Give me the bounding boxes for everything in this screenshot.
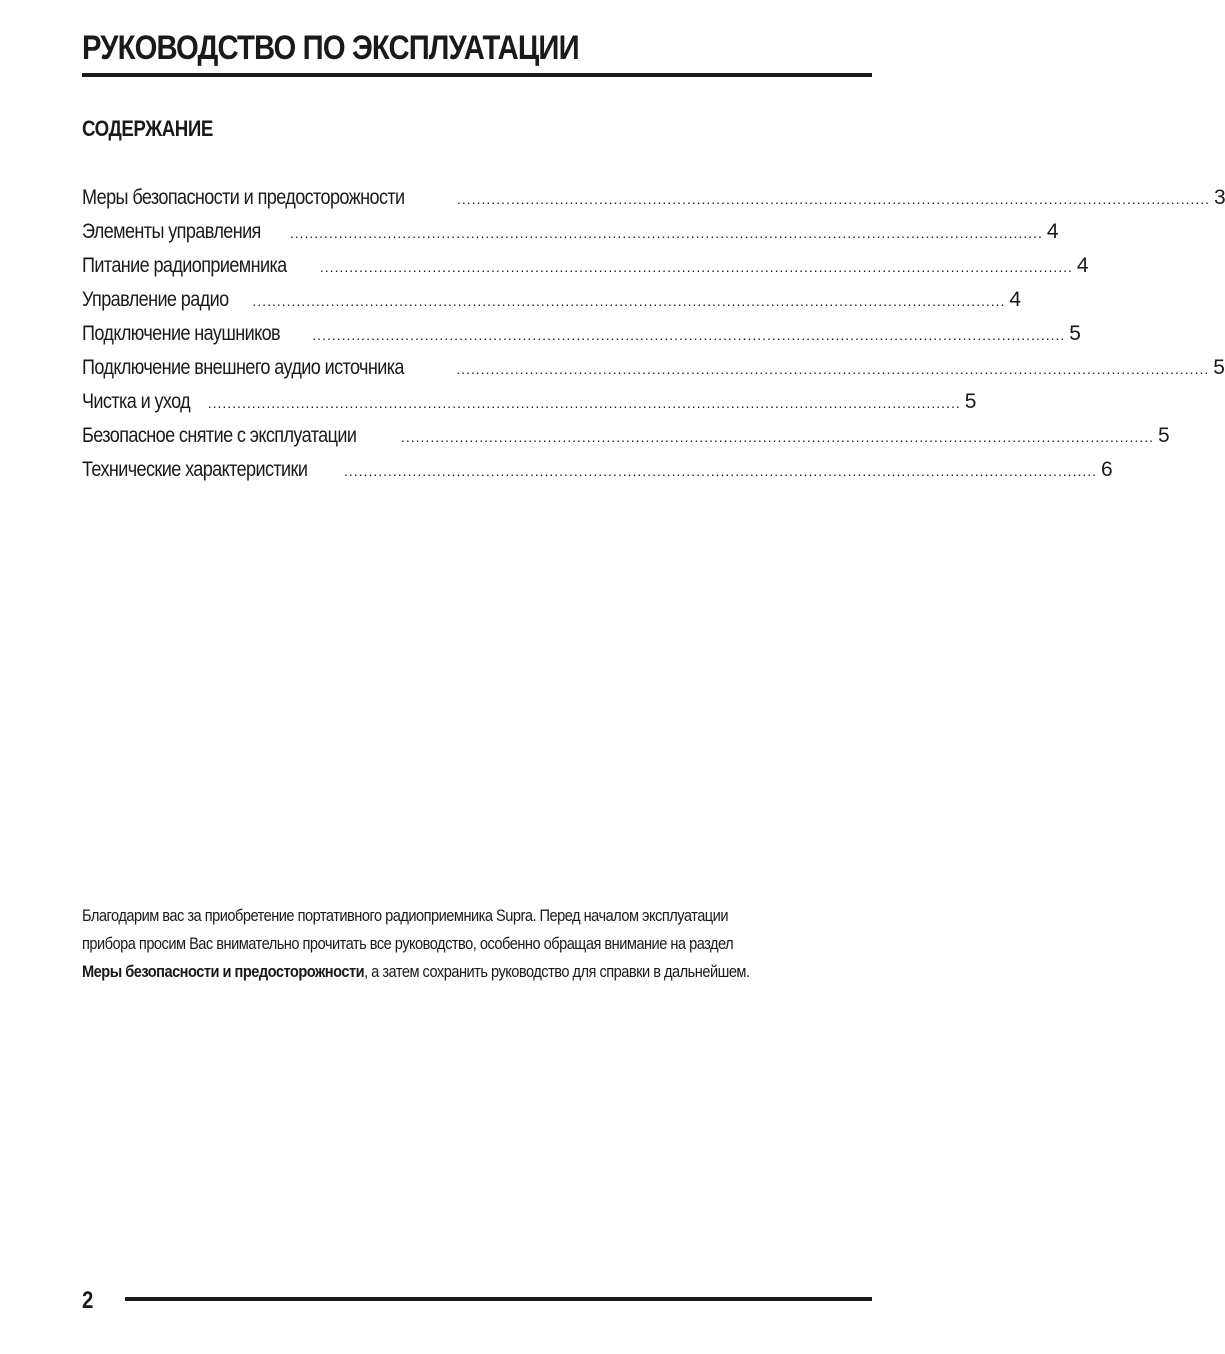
safety-section-reference: Меры безопасности и предосторожности — [82, 962, 365, 981]
toc-item[interactable] — [82, 421, 1169, 455]
intro-paragraph — [82, 902, 856, 986]
toc-leader-dots: .......................................................................................................................................................... — [400, 429, 1154, 445]
toc-item-label: Элементы управления — [82, 217, 261, 247]
toc-item-label: Питание радиоприемника — [82, 251, 287, 281]
toc-item-label: Безопасное снятие с эксплуатации — [82, 421, 356, 451]
toc-item[interactable] — [82, 353, 1225, 387]
title-divider — [82, 73, 872, 77]
toc-item-page: 4 — [1076, 254, 1088, 277]
footer-divider — [125, 1297, 872, 1301]
toc-item-page: 6 — [1101, 458, 1113, 481]
toc-item-page: 5 — [1069, 322, 1081, 345]
toc-item[interactable] — [82, 455, 1113, 489]
toc-item-label: Меры безопасности и предосторожности — [82, 183, 405, 213]
toc-leader-dots: .......................................................................................................................................................... — [457, 191, 1211, 207]
toc-item-page: 4 — [1046, 220, 1058, 243]
toc-item-page: 5 — [1158, 424, 1169, 447]
toc-item-label: Чистка и уход — [82, 387, 190, 417]
toc-leader-dots: .......................................................................................................................................................... — [456, 361, 1210, 377]
intro-line-text: , а затем сохранить руководство для справки в дальнейшем. — [364, 962, 750, 981]
toc-leader-dots: .......................................................................................................................................................... — [289, 225, 1043, 241]
toc-item-page: 5 — [1213, 356, 1225, 379]
toc-item-page: 5 — [964, 390, 976, 413]
table-of-contents — [82, 183, 1225, 489]
toc-item-label: Управление радио — [82, 285, 229, 315]
toc-leader-dots: .......................................................................................................................................................... — [312, 327, 1066, 343]
toc-item[interactable] — [82, 285, 1021, 319]
intro-line — [82, 958, 856, 986]
intro-line — [82, 930, 856, 958]
toc-item[interactable] — [82, 183, 1225, 217]
toc-item[interactable] — [82, 251, 1088, 285]
toc-leader-dots: .......................................................................................................................................................... — [207, 395, 961, 411]
toc-item[interactable] — [82, 387, 976, 421]
page-title: РУКОВОДСТВО ПО ЭКСПЛУАТАЦИИ — [82, 29, 579, 67]
page-number: 2 — [82, 1287, 94, 1314]
toc-item-label: Подключение внешнего аудио источника — [82, 353, 404, 383]
toc-item-page: 3 — [1214, 186, 1225, 209]
toc-heading: СОДЕРЖАНИЕ — [82, 116, 213, 141]
toc-item-page: 4 — [1009, 288, 1021, 311]
intro-line: Благодарим вас за приобретение портативного радиоприемника Supra. Перед началом эксплуатации — [82, 906, 728, 925]
toc-item-label: Технические характеристики — [82, 455, 307, 485]
toc-leader-dots: .......................................................................................................................................................... — [344, 463, 1098, 479]
toc-item[interactable] — [82, 319, 1081, 353]
toc-leader-dots: .......................................................................................................................................................... — [252, 293, 1006, 309]
intro-line-text: прибора просим Вас внимательно прочитать все руководство, особенно обращая внимание на раздел — [82, 934, 734, 953]
toc-item[interactable] — [82, 217, 1058, 251]
toc-leader-dots: .......................................................................................................................................................... — [319, 259, 1073, 275]
toc-item-label: Подключение наушников — [82, 319, 280, 349]
